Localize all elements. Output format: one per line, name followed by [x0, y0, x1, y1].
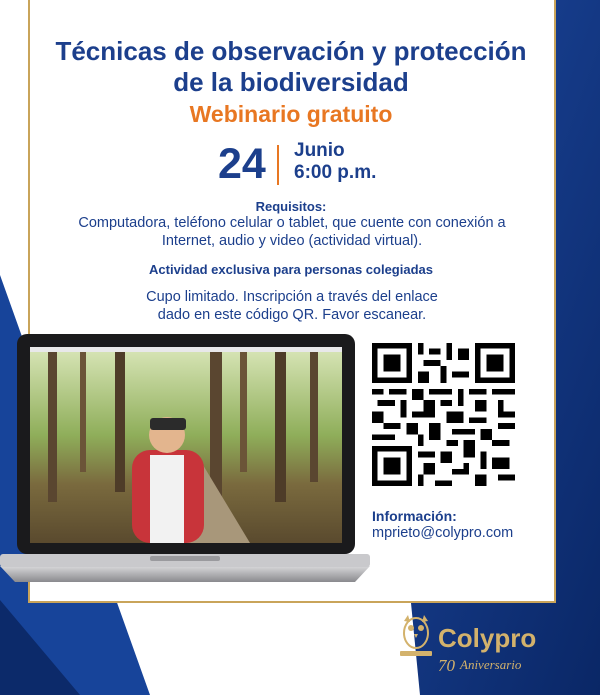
laptop-image — [0, 330, 370, 590]
logo-tagline: Aniversario — [460, 657, 522, 672]
requirements-line-1: Computadora, teléfono celular o tablet, que cuente con conexión a — [78, 215, 506, 231]
title-line-2: de la biodiversidad — [173, 67, 409, 97]
event-time: 6:00 p.m. — [294, 162, 377, 183]
registration-line-1: Cupo limitado. Inscripción a través del enlace — [146, 289, 438, 305]
webinar-label: Webinario gratuito — [189, 101, 393, 127]
requirements-text — [44, 214, 540, 250]
logo-number: 70 — [438, 656, 455, 675]
event-date — [210, 140, 410, 188]
event-day: 24 — [218, 140, 266, 188]
exclusive-note: Actividad exclusiva para personas colegiadas — [149, 262, 433, 277]
logo-brand: Colypro — [438, 623, 537, 653]
requirements-heading: Requisitos: — [255, 199, 327, 214]
title-line-1: Técnicas de observación y protección — [55, 36, 527, 66]
event-month: Junio — [294, 140, 345, 161]
info-heading: Información: — [372, 508, 457, 524]
registration-note — [90, 288, 494, 324]
contact-email-link[interactable]: mprieto@colypro.com — [372, 525, 514, 541]
page-title — [30, 36, 552, 98]
requirements-line-2: Internet, audio y video (actividad virtual). — [161, 233, 423, 249]
colypro-logo — [392, 603, 552, 683]
registration-line-2: dado en este código QR. Favor escanear. — [157, 307, 427, 323]
date-divider — [277, 145, 279, 185]
qr-code[interactable] — [372, 343, 515, 486]
